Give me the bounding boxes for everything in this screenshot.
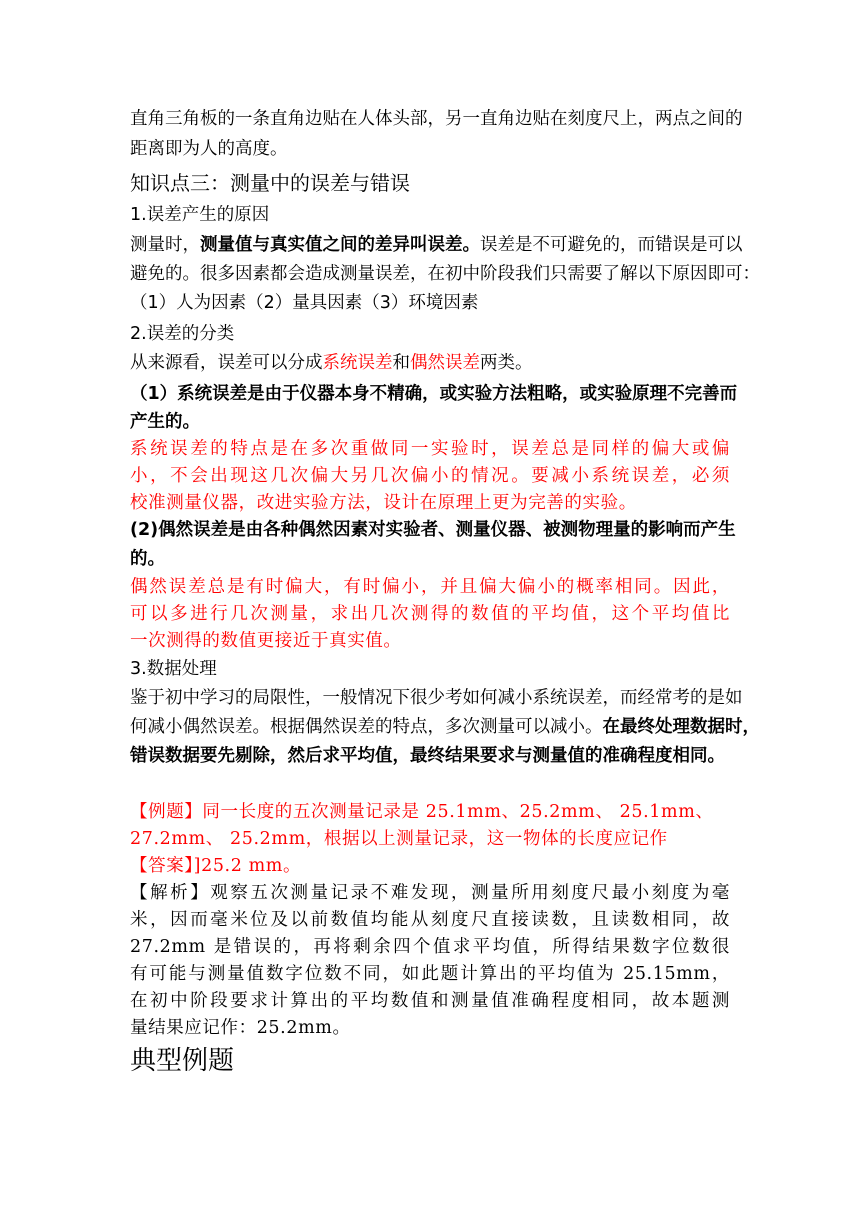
systematic-error-note-line-2: 小，不会出现这几次偏大另几次偏小的情况。要减小系统误差，必须 [130,466,730,486]
systematic-error-definition-line-1: （1）系统误差是由于仪器本身不精确，或实验方法粗略，或实验原理不完善而 [130,384,738,404]
random-error-note-line-3: 一次测得的数值更接近于真实值。 [130,631,402,651]
bold-definition: 测量值与真实值之间的差异叫误差。 [200,235,480,255]
subheading-data-processing: 3.数据处理 [130,659,217,679]
heading-typical-examples: 典型例题 [130,1046,235,1076]
analysis-text: 观察五次测量记录不难发现，测量所用刻度尺最小刻度为毫 [210,883,730,903]
example-question-line-2: 27.2mm、 25.2mm，根据以上测量记录，这一物体的长度应记作 [130,829,668,849]
paragraph-line: 避免的。很多因素都会造成测量误差，在初中阶段我们只需要了解以下原因即可： [130,264,760,284]
random-error-definition-line-1: (2)偶然误差是由各种偶然因素对实验者、测量仪器、被测物理量的影响而产生 [130,520,736,540]
analysis-line-1 [130,885,730,903]
random-error-definition-line-2: 的。 [130,549,165,569]
answer-label: 【答案】 [130,856,194,876]
example-answer [130,858,730,876]
paragraph-error-types [130,355,730,373]
bold-rule: 在最终处理数据时， [602,717,760,737]
data-processing-line-3: 错误数据要先剔除，然后求平均值，最终结果要求与测量值的准确程度相同。 [130,746,725,766]
term-random-error: 偶然误差 [410,353,480,373]
text-segment: 测量时， [130,235,200,255]
text-segment: 从来源看，误差可以分成 [130,353,323,373]
data-processing-line-1: 鉴于初中学习的局限性，一般情况下很少考如何减小系统误差，而经常考的是如 [130,688,743,708]
text-segment: 两类。 [480,353,533,373]
intro-line-2: 距离即为人的高度。 [130,139,288,159]
analysis-label: 【解析】 [130,883,211,903]
text-segment: 误差是不可避免的，而错误是可以 [480,235,743,255]
systematic-error-definition-line-2: 产生的。 [130,412,200,432]
analysis-line-3: 27.2mm 是错误的，再将剩余四个值求平均值，所得结果数字位数很 [130,937,730,957]
random-error-note-line-1: 偶然误差总是有时偏大，有时偏小，并且偏大偏小的概率相同。因此， [130,577,730,597]
answer-value: ]25.2 mm。 [193,856,302,876]
section-title: 知识点三：测量中的误差与错误 [130,171,410,195]
paragraph-error-definition [130,235,743,255]
systematic-error-note-line-3: 校准测量仪器，改进实验方法，设计在原理上更为完善的实验。 [130,493,637,513]
text-segment: 何减小偶然误差。根据偶然误差的特点，多次测量可以减小。 [130,717,603,737]
text-segment: 和 [392,353,410,373]
subheading-error-types: 2.误差的分类 [130,324,235,344]
analysis-line-4: 有可能与测量值数字位数不同，如此题计算出的平均值为 25.15mm， [130,964,730,984]
analysis-line-2: 米，因而毫米位及以前数值均能从刻度尺直接读数，且读数相同，故 [130,910,730,930]
subheading-error-causes: 1.误差产生的原因 [130,205,270,225]
example-question-line-1: 【例题】同一长度的五次测量记录是 25.1mm、25.2mm、 25.1mm、 [130,802,714,822]
term-systematic-error: 系统误差 [322,353,393,373]
random-error-note-line-2: 可以多进行几次测量，求出几次测得的数值的平均值，这个平均值比 [130,604,730,624]
intro-line-1: 直角三角板的一条直角边贴在人体头部，另一直角边贴在刻度尺上，两点之间的 [130,109,743,129]
causes-list: （1）人为因素（2）量具因素（3）环境因素 [130,293,479,313]
analysis-line-6: 量结果应记作：25.2mm。 [130,1018,351,1038]
data-processing-line-2 [130,717,760,737]
analysis-line-5: 在初中阶段要求计算出的平均数值和测量值准确程度相同，故本题测 [130,991,730,1011]
systematic-error-note-line-1: 系统误差的特点是在多次重做同一实验时，误差总是同样的偏大或偏 [130,439,730,459]
